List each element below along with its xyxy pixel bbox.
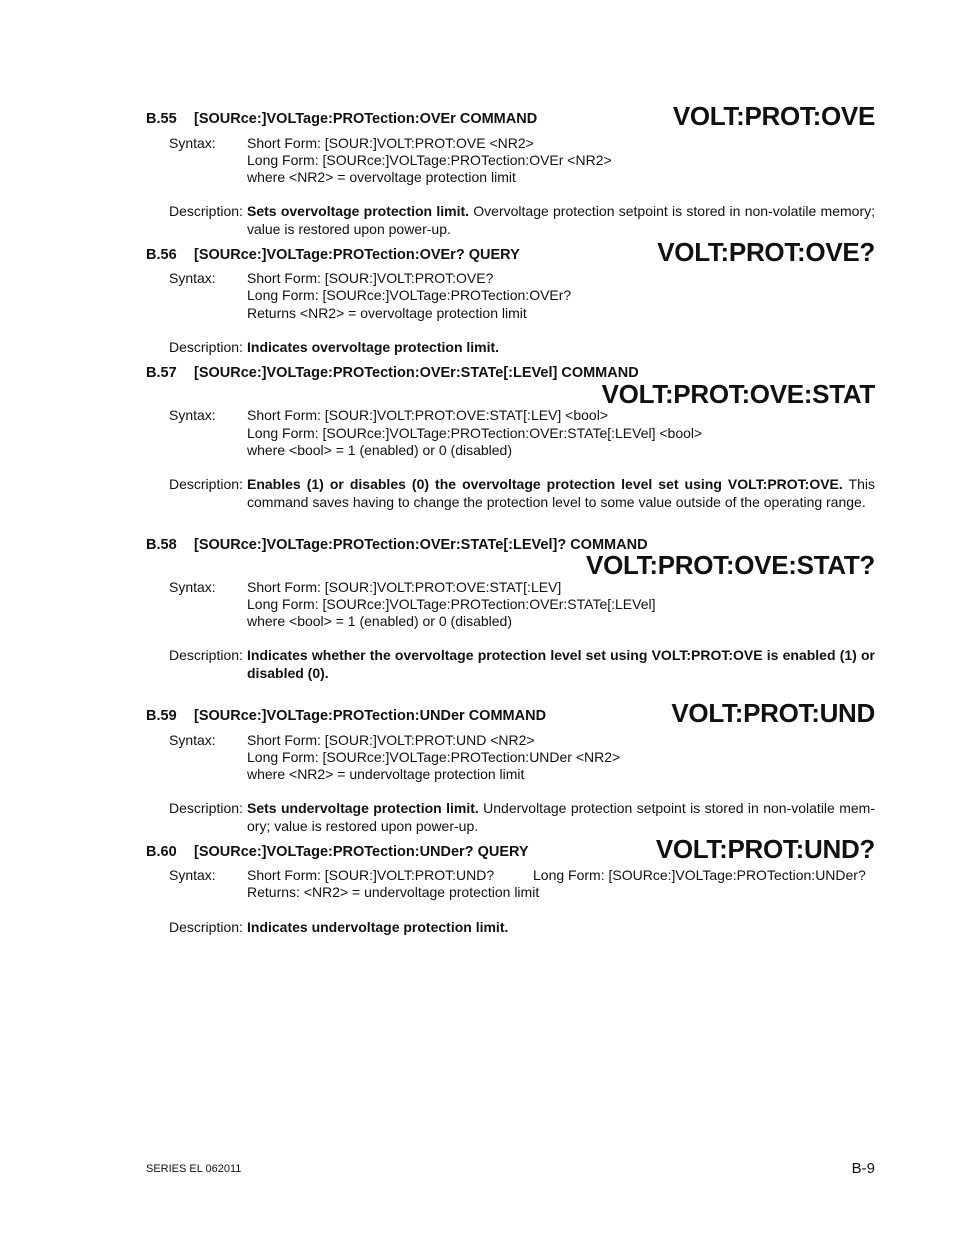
syntax-line: Long Form: [SOURce:]VOLTage:PROTection:OVEr? (247, 287, 572, 303)
description-b56: Indicates overvoltage protection limit. (247, 339, 500, 355)
description-label-b56: Description: (169, 339, 243, 355)
page-number: B-9 (851, 1160, 875, 1177)
syntax-line: where <NR2> = overvoltage protection limit (247, 169, 516, 185)
syntax-line: Long Form: [SOURce:]VOLTage:PROTection:OVEr:STATe[:LEVel] <bool> (247, 425, 703, 441)
syntax-line: Long Form: [SOURce:]VOLTage:PROTection:OVEr:STATe[:LEVel] (247, 596, 656, 612)
description-b58: Indicates whether the overvoltage protection level set using VOLT:PROT:OVE is enabled (1) or disabled (0). (247, 647, 875, 681)
syntax-label-b56: Syntax: (169, 270, 216, 286)
description-b55: Sets overvoltage protection limit. Overvoltage protection setpoint is stored in non-volatile memory; value is restored upon power-up. (247, 203, 875, 237)
syntax-line: Short Form: [SOUR:]VOLT:PROT:OVE:STAT[:LEV] <bool> (247, 407, 608, 423)
syntax-long-form: Long Form: [SOURce:]VOLTage:PROTection:UNDer? (533, 867, 866, 883)
section-title-b57: B.57 [SOURce:]VOLTage:PROTection:OVEr:STATe[:LEVel] COMMAND (146, 365, 639, 381)
syntax-label-b55: Syntax: (169, 135, 216, 151)
section-title-b56: B.56 [SOURce:]VOLTage:PROTection:OVEr? QUERY (146, 247, 520, 263)
syntax-line: where <bool> = 1 (enabled) or 0 (disabled) (247, 613, 513, 629)
syntax-returns: Returns: <NR2> = undervoltage protection limit (247, 884, 540, 900)
syntax-label-b60: Syntax: (169, 867, 216, 883)
command-heading-b60: VOLT:PROT:UND? (655, 834, 875, 864)
syntax-short-form: Short Form: [SOUR:]VOLT:PROT:UND? (247, 867, 495, 883)
syntax-label-b57: Syntax: (169, 407, 216, 423)
section-title-b60: B.60 [SOURce:]VOLTage:PROTection:UNDer? QUERY (146, 844, 529, 860)
syntax-line: Short Form: [SOUR:]VOLT:PROT:OVE? (247, 270, 494, 286)
syntax-line: Returns <NR2> = overvoltage protection limit (247, 305, 527, 321)
section-title-b55: B.55 [SOURce:]VOLTage:PROTection:OVEr COMMAND (146, 111, 538, 127)
description-label-b58: Description: (169, 647, 243, 663)
command-heading-b55: VOLT:PROT:OVE (672, 101, 875, 131)
description-b59: Sets undervoltage protection limit. Undervoltage protection setpoint is stored in non-volatile mem-ory; value is restored upon power-up. (247, 800, 875, 834)
syntax-line: Short Form: [SOUR:]VOLT:PROT:UND <NR2> (247, 732, 535, 748)
description-label-b59: Description: (169, 800, 243, 816)
syntax-line: where <bool> = 1 (enabled) or 0 (disabled) (247, 442, 513, 458)
command-heading-b58: VOLT:PROT:OVE:STAT? (586, 550, 875, 580)
syntax-label-b59: Syntax: (169, 732, 216, 748)
description-b60: Indicates undervoltage protection limit. (247, 919, 509, 935)
command-heading-b56: VOLT:PROT:OVE? (657, 237, 875, 267)
command-heading-b59: VOLT:PROT:UND (671, 698, 875, 728)
syntax-line: Long Form: [SOURce:]VOLTage:PROTection:UNDer <NR2> (247, 749, 621, 765)
syntax-line: Short Form: [SOUR:]VOLT:PROT:OVE <NR2> (247, 135, 534, 151)
description-label-b60: Description: (169, 919, 243, 935)
syntax-line: Long Form: [SOURce:]VOLTage:PROTection:OVEr <NR2> (247, 152, 612, 168)
description-label-b55: Description: (169, 203, 243, 219)
section-title-b58: B.58 [SOURce:]VOLTage:PROTection:OVEr:STATe[:LEVel]? COMMAND (146, 537, 648, 553)
description-label-b57: Description: (169, 476, 243, 492)
syntax-line: Short Form: [SOUR:]VOLT:PROT:OVE:STAT[:LEV] (247, 579, 562, 595)
syntax-label-b58: Syntax: (169, 579, 216, 595)
section-title-b59: B.59 [SOURce:]VOLTage:PROTection:UNDer COMMAND (146, 708, 547, 724)
footer-series: SERIES EL 062011 (146, 1163, 242, 1175)
description-b57: Enables (1) or disables (0) the overvoltage protection level set using VOLT:PROT:OVE. This command saves having to change the protection level to some value outside of the operating range. (247, 476, 875, 510)
syntax-line: where <NR2> = undervoltage protection limit (247, 766, 525, 782)
command-heading-b57: VOLT:PROT:OVE:STAT (601, 379, 875, 409)
